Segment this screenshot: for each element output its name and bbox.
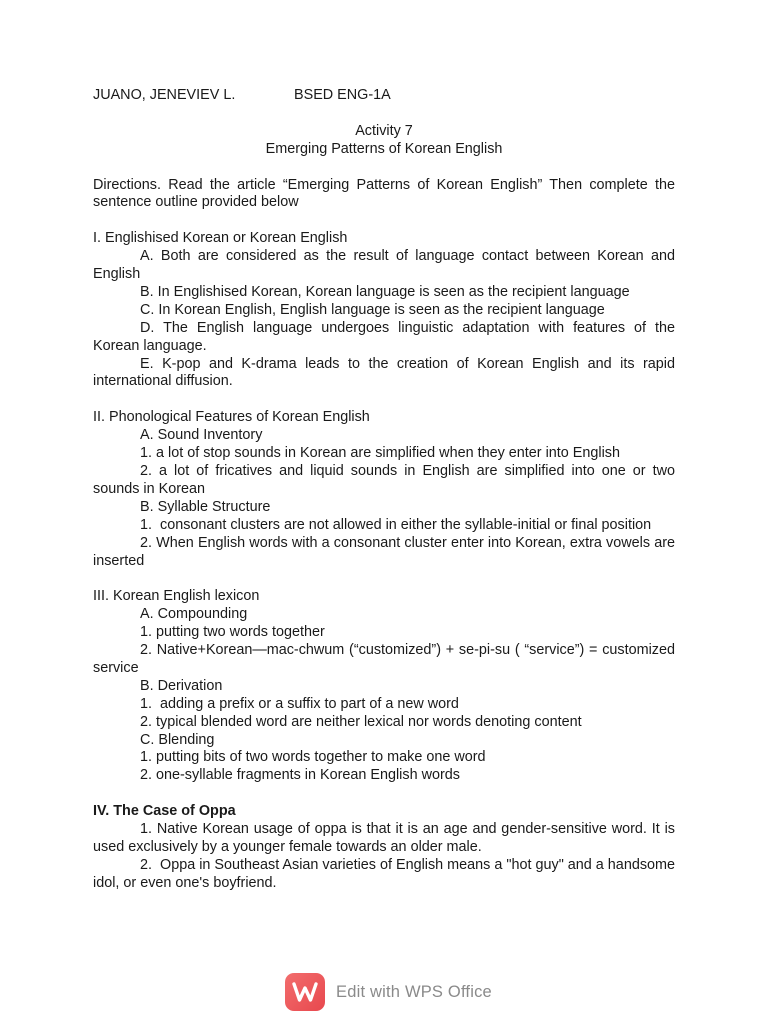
document-page xyxy=(93,87,680,893)
outline-item: 2. typical blended word are neither lexical nor words denoting content xyxy=(140,713,582,730)
outline-item: E. K-pop and K-drama leads to the creation of Korean English and its rapid international diffusion. xyxy=(93,355,679,390)
wps-logo-icon xyxy=(285,973,325,1011)
section-heading-3: III. Korean English lexicon xyxy=(93,588,260,605)
outline-item: 1. a lot of stop sounds in Korean are simplified when they enter into English xyxy=(140,445,620,462)
section-heading-2: II. Phonological Features of Korean English xyxy=(93,409,370,426)
section-heading-1: I. Englishised Korean or Korean English xyxy=(93,230,348,247)
outline-item: A. Compounding xyxy=(140,606,248,623)
outline-item: A. Sound Inventory xyxy=(140,427,263,444)
outline-item: B. Derivation xyxy=(140,677,223,694)
outline-item: 2. a lot of fricatives and liquid sounds in English are simplified into one or two sounds in Korean xyxy=(93,462,679,497)
outline-item: B. In Englishised Korean, Korean language is seen as the recipient language xyxy=(140,283,630,300)
student-name: JUANO, JENEVIEV L. xyxy=(93,87,236,103)
student-header xyxy=(93,87,675,105)
outline-item: 2. When English words with a consonant cluster enter into Korean, extra vowels are inserted xyxy=(93,534,679,569)
wps-watermark-text: Edit with WPS Office xyxy=(336,982,492,1001)
outline-item: 2. Native+Korean—mac-chwum (“customized”) + se-pi-su ( “service”) = customized service xyxy=(93,642,679,676)
wps-watermark[interactable] xyxy=(285,973,492,1011)
outline-item: 2. Oppa in Southeast Asian varieties of English means a "hot guy" and a handsome idol, or even one's boyfriend. xyxy=(93,856,680,891)
outline-item: C. Blending xyxy=(140,731,215,748)
outline-item: 1. putting two words together xyxy=(140,624,325,641)
outline-item: 1. consonant clusters are not allowed in either the syllable-initial or final position xyxy=(140,516,652,533)
outline-item: 1. Native Korean usage of oppa is that it is an age and gender-sensitive word. It is used exclusively by a younger female towards an older male. xyxy=(93,821,679,855)
outline-item: 1. adding a prefix or a suffix to part of a new word xyxy=(140,695,459,712)
directions-text: Directions. Read the article “Emerging Patterns of Korean English” Then complete the sentence outline provided below xyxy=(93,176,679,211)
student-course: BSED ENG-1A xyxy=(294,87,391,103)
outline-item: A. Both are considered as the result of language contact between Korean and English xyxy=(93,248,679,283)
outline-item: B. Syllable Structure xyxy=(140,498,271,515)
outline-item: D. The English language undergoes linguistic adaptation with features of the Korean language. xyxy=(93,319,679,354)
outline-item: 1. putting bits of two words together to make one word xyxy=(140,749,486,766)
activity-number: Activity 7 xyxy=(355,122,413,139)
activity-title: Emerging Patterns of Korean English xyxy=(265,140,503,157)
section-heading-4: IV. The Case of Oppa xyxy=(93,803,236,820)
outline-item: C. In Korean English, English language is seen as the recipient language xyxy=(140,301,605,318)
outline-item: 2. one-syllable fragments in Korean English words xyxy=(140,767,460,784)
